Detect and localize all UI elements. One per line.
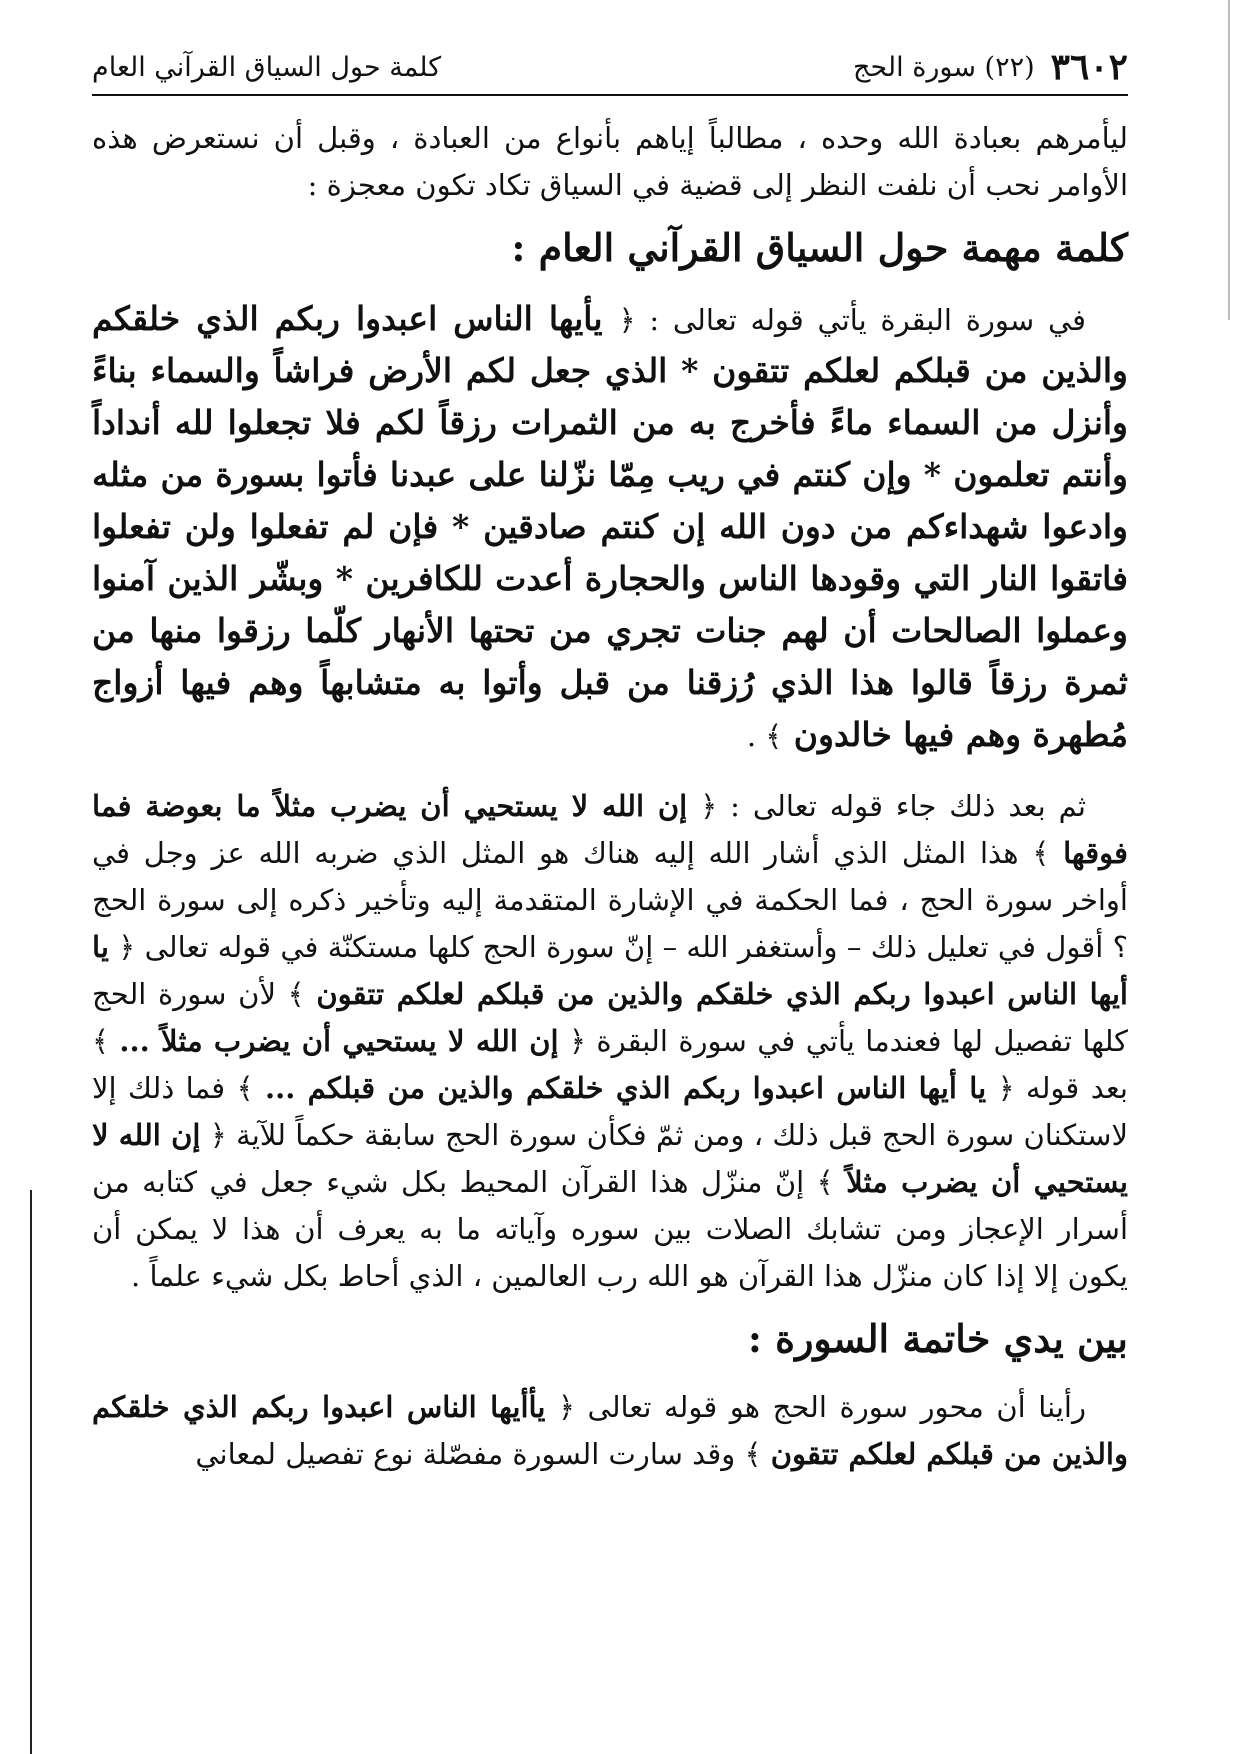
text-run: ﴾ بعد قوله ﴿ xyxy=(92,1024,1128,1105)
page-body xyxy=(92,115,1128,1478)
commentary-paragraph xyxy=(92,783,1128,1300)
header-right xyxy=(853,46,1128,88)
margin-rule xyxy=(30,1190,32,1754)
text-run: ثم بعد ذلك جاء قوله تعالى : ﴿ xyxy=(687,789,1086,823)
intro-paragraph: ليأمرهم بعبادة الله وحده ، مطالباً إياهم بأنواع من العبادة ، وقبل أن نستعرض هذه الأوامر نحب أن نلفت النظر إلى قضية في السياق تكاد تكون معجزة : xyxy=(92,121,1128,202)
quran-verse: يأيها الناس اعبدوا ربكم الذي خلقكم والذين من قبلكم لعلكم تتقون * الذي جعل لكم الأرض فراشاً والسماء بناءً وأنزل من السماء ماءً فأخرج به من الثمرات رزقاً لكم فلا تجعلوا لله أنداداً وأنتم تعلمون * وإن كنتم في ريب مِمّا نزّلنا على عبدنا فأتوا بسورة من مثله وادعوا شهداءكم من دون الله إن كنتم صادقين * فإن لم تفعلوا ولن تفعلوا فاتقوا النار التي وقودها الناس والحجارة أعدت للكافرين * وبشّر الذين آمنوا وعملوا الصالحات أن لهم جنات تجري من تحتها الأنهار كلّما رزقوا منها من ثمرة رزقاً قالوا هذا الذي رُزقنا من قبل وأتوا به متشابهاً وهم فيها أزواج مُطهرة وهم فيها خالدون xyxy=(92,299,1128,754)
paragraph-lead: في سورة البقرة يأتي قوله تعالى : ﴿ xyxy=(618,303,1086,337)
quran-quote: يا أيها الناس اعبدوا ربكم الذي خلقكم والذين من قبلكم ... xyxy=(265,1071,987,1105)
spacer xyxy=(92,761,1128,783)
quran-quote: إن الله لا يستحيي أن يضرب مثلاً ... xyxy=(119,1024,559,1058)
section-heading: كلمة مهمة حول السياق القرآني العام : xyxy=(511,225,1128,270)
text-run: ﴾ إنّ منزّل هذا القرآن المحيط بكل شيء جعل في كتابه من أسرار الإعجاز ومن تشابك الصلات بين سوره وآياته ما به يعرف أن هذا لا يمكن أن يكون إلا إذا كان منزّل هذا القرآن هو الله رب العالمين ، الذي أحاط بكل شيء علماً . xyxy=(92,1165,1128,1293)
running-title: كلمة حول السياق القرآني العام xyxy=(92,51,442,83)
quran-quote: إن الله لا يستحيي أن يضرب مثلاً ما بعوضة فما فوقها xyxy=(92,789,1128,870)
section-heading-closing: بين يدي خاتمة السورة : xyxy=(747,1316,1128,1361)
page-header xyxy=(92,40,1128,96)
text-run: رأينا أن محور سورة الحج هو قوله تعالى ﴿ xyxy=(545,1390,1086,1424)
closing-paragraph xyxy=(92,1384,1128,1478)
quran-quote: إن الله لا يستحيي أن يضرب مثلاً xyxy=(92,1118,1128,1199)
page-number: ٣٦٠٢ xyxy=(1050,46,1128,88)
quran-quote: يا أيها الناس اعبدوا ربكم الذي خلقكم والذين من قبلكم لعلكم تتقون xyxy=(92,930,1128,1011)
surah-label: (٢٢) سورة الحج xyxy=(853,51,1035,83)
text-run: ﴾ فما ذلك إلا لاستكنان سورة الحج قبل ذلك ، ومن ثمّ فكأن سورة الحج سابقة حكماً للآية ﴿ xyxy=(92,1071,1128,1152)
text-run: ﴾ وقد سارت السورة مفصّلة نوع تفصيل لمعاني xyxy=(195,1437,771,1471)
scan-edge xyxy=(1228,0,1230,320)
text-run: ﴾ هذا المثل الذي أشار الله إليه هناك هو المثل الذي ضربه الله عز وجل في أواخر سورة الحج ، فما الحكمة في الإشارة المتقدمة إليه وتأخير ذكره إلى سورة الحج ؟ أقول في تعليل ذلك – وأستغفر الله – إنّ سورة الحج كلها مستكنّة في قوله تعالى ﴿ xyxy=(92,836,1128,964)
quran-quote: يأأيها الناس اعبدوا ربكم الذي خلقكم والذين من قبلكم لعلكم تتقون xyxy=(92,1390,1128,1471)
baqarah-paragraph xyxy=(92,293,1128,761)
text-run: ﴾ لأن سورة الحج كلها تفصيل لها فعندما يأتي في سورة البقرة ﴿ xyxy=(92,977,1128,1058)
verse-close: ﴾ . xyxy=(746,719,783,753)
